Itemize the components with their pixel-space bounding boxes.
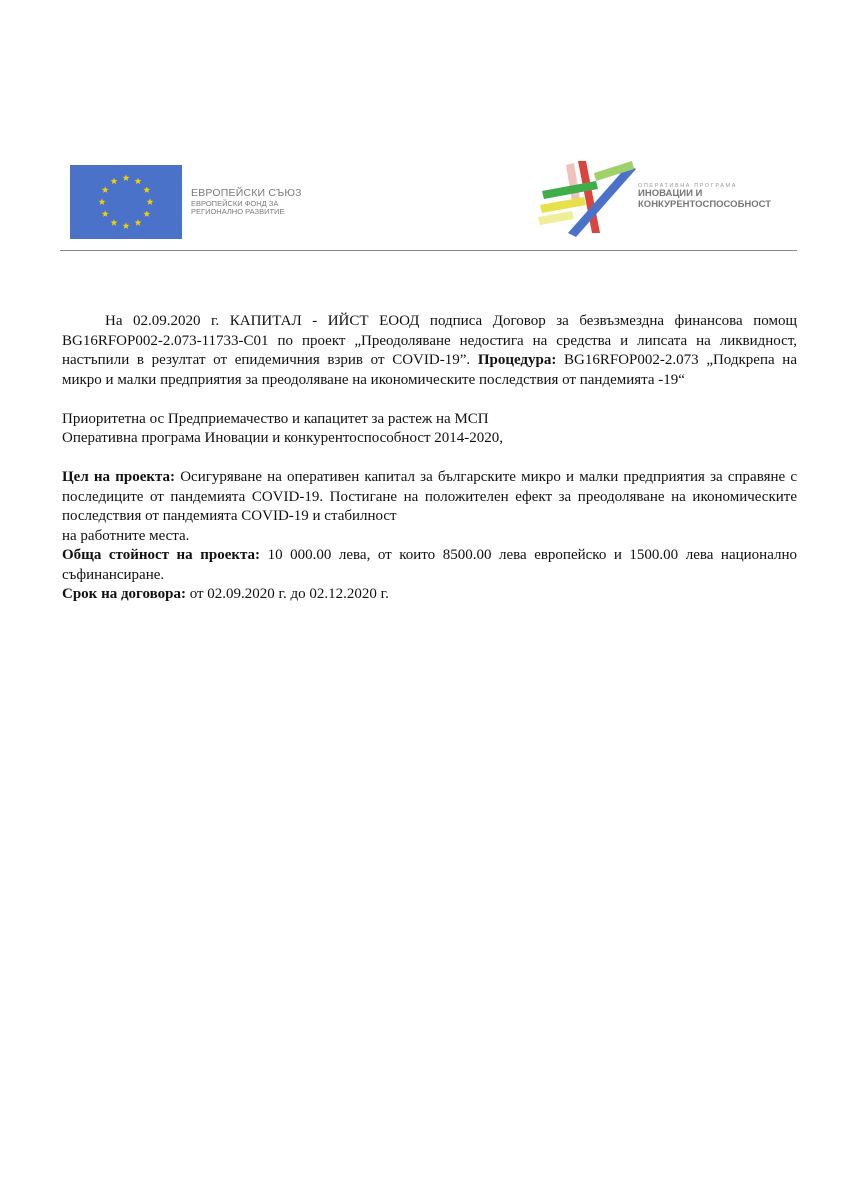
header-divider — [60, 250, 797, 251]
eu-star-icon — [135, 178, 142, 185]
document-body — [62, 312, 797, 605]
procedure-label: Процедура: — [477, 352, 557, 368]
op-logo-mark-icon — [538, 155, 638, 239]
op-logo-line2: ИНОВАЦИИ И — [638, 188, 703, 200]
procedure-text: BG16RFOP002-2.073 „Подкрепа на микро и малки предприятия за преодоляване на икономическите последствия от пандемията -19“ — [62, 352, 797, 388]
value-label: Обща стойност на проекта: — [62, 547, 261, 563]
term-paragraph — [62, 585, 797, 605]
eu-star-icon — [143, 186, 150, 193]
priority-axis-line: Приоритетна ос Предприемачество и капацитет за растеж на МСП — [62, 410, 489, 427]
op-innovation-logo — [538, 155, 771, 239]
eu-star-icon — [111, 178, 118, 185]
goal-label: Цел на проекта: — [62, 469, 176, 485]
eu-star-icon — [123, 222, 130, 229]
page-header — [60, 155, 800, 245]
eu-star-icon — [147, 198, 154, 205]
value-text: 10 000.00 лева, от които 8500.00 лева европейско и 1500.00 лева национално съфинансиране. — [62, 547, 797, 583]
eu-star-icon — [111, 219, 118, 226]
spacer — [62, 390, 797, 410]
term-label: Срок на договора: — [62, 586, 186, 602]
op-logo-line3: КОНКУРЕНТОСПОСОБНОСТ — [638, 199, 772, 211]
term-text: от 02.09.2020 г. до 02.12.2020 г. — [185, 586, 389, 602]
operational-programme-line: Оперативна програма Иновации и конкурентоспособност 2014-2020, — [62, 430, 504, 446]
goal-text: Осигуряване на оперативен капитал за българските микро и малки предприятия за справяне с последиците от пандемията COVID-19. Постигане на положителен ефект за преодоляване на икономическите последствия от пандемията COVID-19 и стабилност — [62, 469, 797, 524]
spacer — [62, 449, 797, 469]
eu-logo-text — [191, 188, 302, 216]
value-paragraph — [62, 546, 797, 585]
eu-logo-line3: РЕГИОНАЛНО РАЗВИТИЕ — [191, 206, 285, 216]
eu-star-icon — [99, 198, 106, 205]
eu-star-icon — [123, 174, 130, 181]
eu-flag-icon — [70, 165, 182, 239]
eu-star-icon — [135, 219, 142, 226]
goal-paragraph — [62, 468, 797, 527]
op-logo-line1: ОПЕРАТИВНА ПРОГРАМА — [638, 183, 737, 190]
eu-logo-line1: ЕВРОПЕЙСКИ СЪЮЗ — [191, 186, 302, 199]
eu-star-icon — [102, 186, 109, 193]
eu-star-icon — [102, 210, 109, 217]
eu-erdf-logo — [70, 165, 302, 239]
eu-star-icon — [143, 210, 150, 217]
contract-text: На 02.09.2020 г. КАПИТАЛ - ИЙСТ ЕООД подписа Договор за безвъзмездна финансова помощ BG16RFOP002-2.073-11733-C01 по проект „Преодоляване недостига на средства и липсата на ликвидност, настъпили в резултат от епидемичния взрив от COVID-19”. — [62, 313, 797, 368]
goal-tail: на работните места. — [62, 527, 190, 544]
contract-paragraph — [62, 312, 797, 390]
eu-logo-line2: ЕВРОПЕЙСКИ ФОНД ЗА — [191, 198, 279, 208]
op-logo-text — [638, 183, 771, 210]
